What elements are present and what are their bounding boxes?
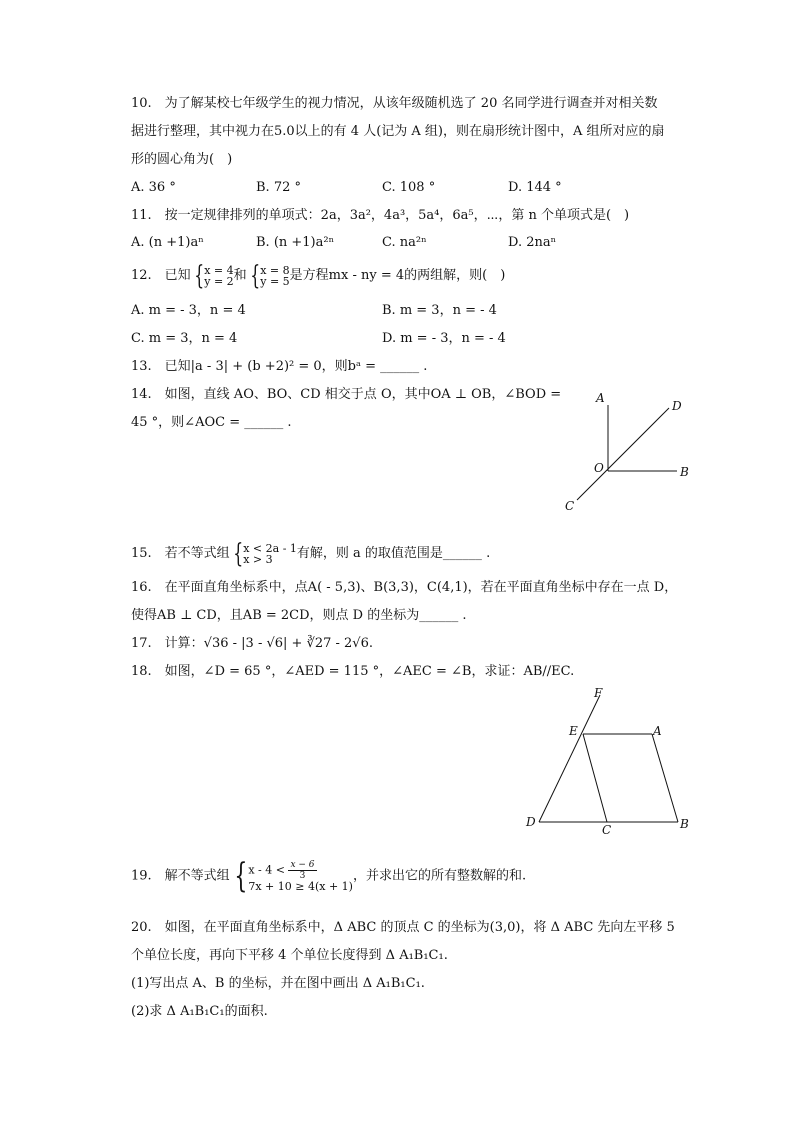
q20-line3: (1)写出点 A、B 的坐标，并在图中画出 Δ A₁B₁C₁. (131, 976, 425, 991)
q11-option-b: B. (n +1)a²ⁿ (256, 235, 335, 250)
q15-system (243, 543, 297, 565)
q20-line1: 20. 如图，在平面直角坐标系中，Δ ABC 的顶点 C 的坐标为(3,0)，将 Δ ABC 先向左平移 5 (131, 920, 675, 935)
q15-sys-bottom: x > 3 (243, 552, 273, 566)
q20-line2: 个单位长度，再向下平移 4 个单位长度得到 Δ A₁B₁C₁. (131, 948, 448, 963)
q19-fraction (288, 860, 316, 881)
label-b: B (680, 465, 689, 479)
brace-icon: { (193, 260, 204, 291)
q10-option-a: A. 36 ° (131, 180, 176, 195)
q19-system (248, 860, 353, 892)
line-fd (539, 695, 600, 822)
q10-option-d: D. 144 ° (508, 180, 562, 195)
q19-suffix: ，并求出它的所有整数解的和. (352, 868, 527, 884)
label-b: B (680, 817, 689, 831)
brace-icon: { (249, 260, 260, 291)
q12-system-1 (204, 265, 233, 287)
q19-frac-den: 3 (299, 871, 306, 881)
q12-option-b: B. m = 3，n = - 4 (382, 303, 497, 318)
q12-sys1-bottom: y = 2 (204, 274, 234, 288)
q20-line4: (2)求 Δ A₁B₁C₁的面积. (131, 1004, 268, 1019)
q11-text: 11. 按一定规律排列的单项式：2a，3a²，4a³，5a⁴，6a⁵，⋯，第 n 个单项式是( ) (131, 208, 630, 223)
q14-line2: 45 °，则∠AOC = ______ . (131, 415, 292, 430)
q12-sys1-top: x = 4 (204, 263, 234, 277)
q12-suffix: 是方程mx - ny = 4的两组解，则( ) (289, 268, 506, 283)
q10-option-b: B. 72 ° (256, 180, 301, 195)
line-cd (577, 408, 669, 500)
line-ab (652, 734, 678, 822)
q16-line1: 16. 在平面直角坐标系中，点A( - 5,3)、B(3,3)，C(4,1)，若在平面直角坐标中存在一点 D， (131, 580, 678, 595)
q15-sys-top: x < 2a - 1 (243, 541, 297, 555)
q15-text (131, 540, 490, 568)
q10-line3: 形的圆心角为( ) (131, 152, 233, 167)
q10-line1: 10. 为了解某校七年级学生的视力情况，从该年级随机选了 20 名同学进行调查并对相关数 (131, 96, 658, 111)
q12-prefix: 12. 已知 (131, 268, 191, 283)
label-d: D (526, 815, 536, 829)
label-c: C (602, 823, 612, 837)
label-a: A (653, 724, 662, 738)
label-f: F (594, 686, 603, 700)
q16-line2: 使得AB ⊥ CD，且AB = 2CD，则点 D 的坐标为______ . (131, 608, 467, 623)
q11-option-d: D. 2naⁿ (508, 235, 557, 250)
q12-option-c: C. m = 3，n = 4 (131, 331, 238, 346)
brace-icon: { (232, 538, 243, 569)
line-ec (583, 734, 607, 822)
q14-figure (555, 385, 705, 520)
q13-text: 13. 已知|a - 3| + (b +2)² = 0，则bᵃ = ______ . (131, 359, 428, 374)
q19-sys-bottom: 7x + 10 ≥ 4(x + 1) (248, 880, 353, 893)
label-e: E (569, 724, 578, 738)
q10-line2: 据进行整理，其中视力在5.0以上的有 4 人(记为 A 组)，则在扇形统计图中，A 组所对应的扇 (131, 124, 665, 139)
label-d: D (672, 399, 682, 413)
q12-text (131, 262, 505, 290)
label-o: O (594, 461, 604, 475)
q10-option-c: C. 108 ° (382, 180, 436, 195)
q19-text (131, 856, 527, 896)
q19-prefix: 19. 解不等式组 (131, 868, 230, 884)
q14-line1: 14. 如图，直线 AO、BO、CD 相交于点 O，其中OA ⊥ OB，∠BOD = (131, 387, 562, 402)
q12-sys2-bottom: y = 5 (260, 274, 290, 288)
q11-option-c: C. na²ⁿ (382, 235, 427, 250)
label-c: C (565, 499, 575, 513)
q19-sys-top (248, 860, 353, 881)
q12-option-d: D. m = - 3，n = - 4 (382, 331, 506, 346)
q15-prefix: 15. 若不等式组 (131, 546, 230, 561)
q15-suffix: 有解，则 a 的取值范围是______ . (296, 546, 491, 561)
label-a: A (596, 391, 605, 405)
q18-figure (520, 683, 700, 838)
q12-sys2-top: x = 8 (260, 263, 290, 277)
q12-mid: 和 (233, 268, 247, 283)
q12-option-a: A. m = - 3，n = 4 (131, 303, 246, 318)
q17-text: 17. 计算：√36 - |3 - √6| + ∛27 - 2√6. (131, 636, 373, 651)
q12-system-2 (260, 265, 289, 287)
q11-option-a: A. (n +1)aⁿ (131, 235, 204, 250)
q19-top-left: x - 4 < (248, 863, 285, 877)
brace-icon: { (234, 856, 247, 896)
q19-frac-num: x − 6 (290, 860, 315, 870)
q18-text: 18. 如图，∠D = 65 °，∠AED = 115 °，∠AEC = ∠B，求证：AB//EC. (131, 664, 575, 679)
